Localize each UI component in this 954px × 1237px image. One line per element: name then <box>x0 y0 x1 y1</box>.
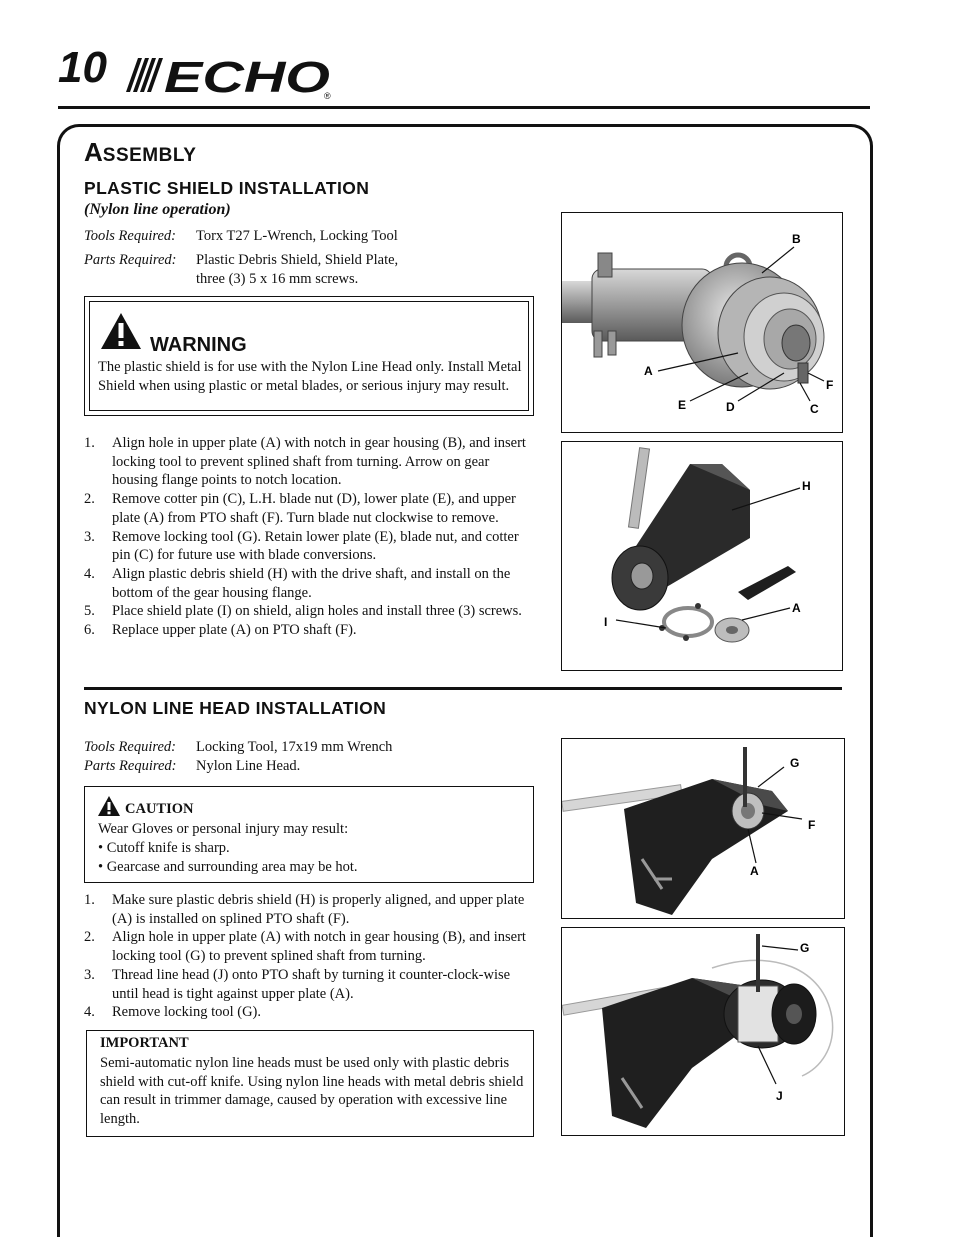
parts-required-label: Parts Required: <box>84 252 177 268</box>
registered-mark: ® <box>324 91 331 100</box>
step-number: 4. <box>84 565 95 582</box>
step-number: 1. <box>84 435 95 451</box>
step-text: Align hole in upper plate (A) with notch in gear housing (B), and insert locking tool (G) to prevent splined shaft from turning. <box>112 929 526 965</box>
page-number: 10 <box>58 43 107 92</box>
section-title-rest: SSEMBLY <box>102 145 197 166</box>
tools-required-label: Tools Required: <box>84 739 176 755</box>
tools-required-label: Tools Required: <box>84 228 176 244</box>
step-text: Align hole in upper plate (A) with notch in gear housing (B), and insert locking tool to prevent splined shaft from turning. Arrow on gear housing flange points to notch location. <box>112 435 526 489</box>
warning-box-inner <box>89 301 529 411</box>
label-h: H <box>802 479 811 493</box>
parts-required-row <box>84 251 544 289</box>
label-i: I <box>604 615 608 629</box>
label-f: F <box>808 818 816 832</box>
tools-required-row <box>84 227 544 246</box>
plastic-shield-subheading: (Nylon line operation) <box>84 201 231 218</box>
header-rule <box>58 106 870 109</box>
warning-title: WARNING <box>150 334 247 356</box>
list-item <box>84 434 530 490</box>
caution-box <box>84 786 534 883</box>
echo-logo <box>120 52 340 105</box>
step-number: 5. <box>84 603 95 620</box>
warning-text: The plastic shield is for use with the Nylon Line Head only. Install Metal Shield when using plastic or metal blades, or serious injury may result. <box>98 359 522 394</box>
figure-nylon-line-head <box>561 927 845 1136</box>
important-title: IMPORTANT <box>100 1035 189 1051</box>
list-item <box>84 1003 530 1022</box>
step-text: Remove cotter pin (C), L.H. blade nut (D), lower plate (E), and upper plate (A) from PTO shaft (F). Turn blade nut clockwise to remove. <box>112 491 516 526</box>
step-text: Remove locking tool (G). <box>112 1004 262 1021</box>
step-text: Make sure plastic debris shield (H) is properly aligned, and upper plate (A) is installed on splined PTO shaft (F). <box>112 892 525 927</box>
parts-required-line-2: three (3) 5 x 16 mm screws. <box>196 271 359 287</box>
list-item <box>84 621 530 640</box>
list-item <box>84 490 530 527</box>
parts-required-label: Parts Required: <box>84 758 177 774</box>
section-title-initial: A <box>84 137 103 167</box>
step-number: 3. <box>84 966 95 983</box>
parts-required-line-1: Plastic Debris Shield, Shield Plate, <box>196 252 399 268</box>
tools-required-value: Torx T27 L-Wrench, Locking Tool <box>196 228 398 244</box>
list-item <box>84 891 530 928</box>
list-item <box>84 928 530 965</box>
caution-line: • Gearcase and surrounding area may be hot. <box>98 859 358 875</box>
step-text: Align plastic debris shield (H) with the drive shaft, and install on the bottom of the gear housing flange. <box>112 565 511 601</box>
step-number: 6. <box>84 622 95 639</box>
figure-debris-shield <box>561 441 843 671</box>
step-number: 1. <box>84 892 95 908</box>
warning-box <box>84 296 534 416</box>
label-b: B <box>792 232 801 246</box>
section-title <box>84 138 196 170</box>
important-box <box>86 1030 534 1137</box>
parts-required-value <box>196 251 398 289</box>
nylon-head-steps <box>84 891 530 1022</box>
caution-line: • Cutoff knife is sharp. <box>98 840 230 856</box>
label-a: A <box>644 364 653 378</box>
tools-required-value: Locking Tool, 17x19 mm Wrench <box>196 739 393 755</box>
label-j: J <box>776 1089 783 1103</box>
label-e: E <box>678 398 687 412</box>
warning-triangle-icon <box>100 312 142 350</box>
caution-text <box>98 820 358 877</box>
step-number: 2. <box>84 491 95 508</box>
plastic-shield-heading: PLASTIC SHIELD INSTALLATION <box>84 178 370 198</box>
label-g: G <box>790 756 800 770</box>
parts-required-row <box>84 757 544 776</box>
step-text: Remove locking tool (G). Retain lower plate (E), blade nut, and cotter pin (C) for future use with blade conversions. <box>112 528 519 564</box>
figure-shield-pto-shaft <box>561 738 845 919</box>
brand-text: ECHO <box>164 53 330 100</box>
plastic-shield-steps <box>84 434 530 640</box>
tools-required-row <box>84 738 544 757</box>
section-divider <box>84 687 842 690</box>
caution-line: Wear Gloves or personal injury may result: <box>98 821 349 837</box>
nylon-head-heading: NYLON LINE HEAD INSTALLATION <box>84 698 387 718</box>
step-text: Replace upper plate (A) on PTO shaft (F). <box>112 622 357 639</box>
parts-required-value: Nylon Line Head. <box>196 758 301 774</box>
step-text: Place shield plate (I) on shield, align holes and install three (3) screws. <box>112 603 522 620</box>
label-d: D <box>726 400 735 414</box>
list-item <box>84 565 530 602</box>
label-c: C <box>810 402 819 416</box>
list-item <box>84 602 530 621</box>
label-a: A <box>750 864 759 878</box>
important-text: Semi-automatic nylon line heads must be used only with plastic debris shield with cut-off knife. Using nylon line heads with metal debris shield can result in trimmer damage, caused by operation with excessive line length. <box>100 1055 524 1128</box>
figure-gear-housing <box>561 212 843 433</box>
list-item <box>84 528 530 565</box>
label-g: G <box>800 941 810 955</box>
caution-triangle-icon <box>97 795 121 817</box>
step-number: 4. <box>84 1004 95 1021</box>
step-text: Thread line head (J) onto PTO shaft by turning it counter-clock-wise until head is tight against upper plate (A). <box>112 966 511 1002</box>
step-number: 2. <box>84 929 95 946</box>
label-a: A <box>792 601 801 615</box>
label-f: F <box>826 378 834 392</box>
caution-title: CAUTION <box>125 801 194 817</box>
list-item <box>84 966 530 1003</box>
step-number: 3. <box>84 528 95 545</box>
